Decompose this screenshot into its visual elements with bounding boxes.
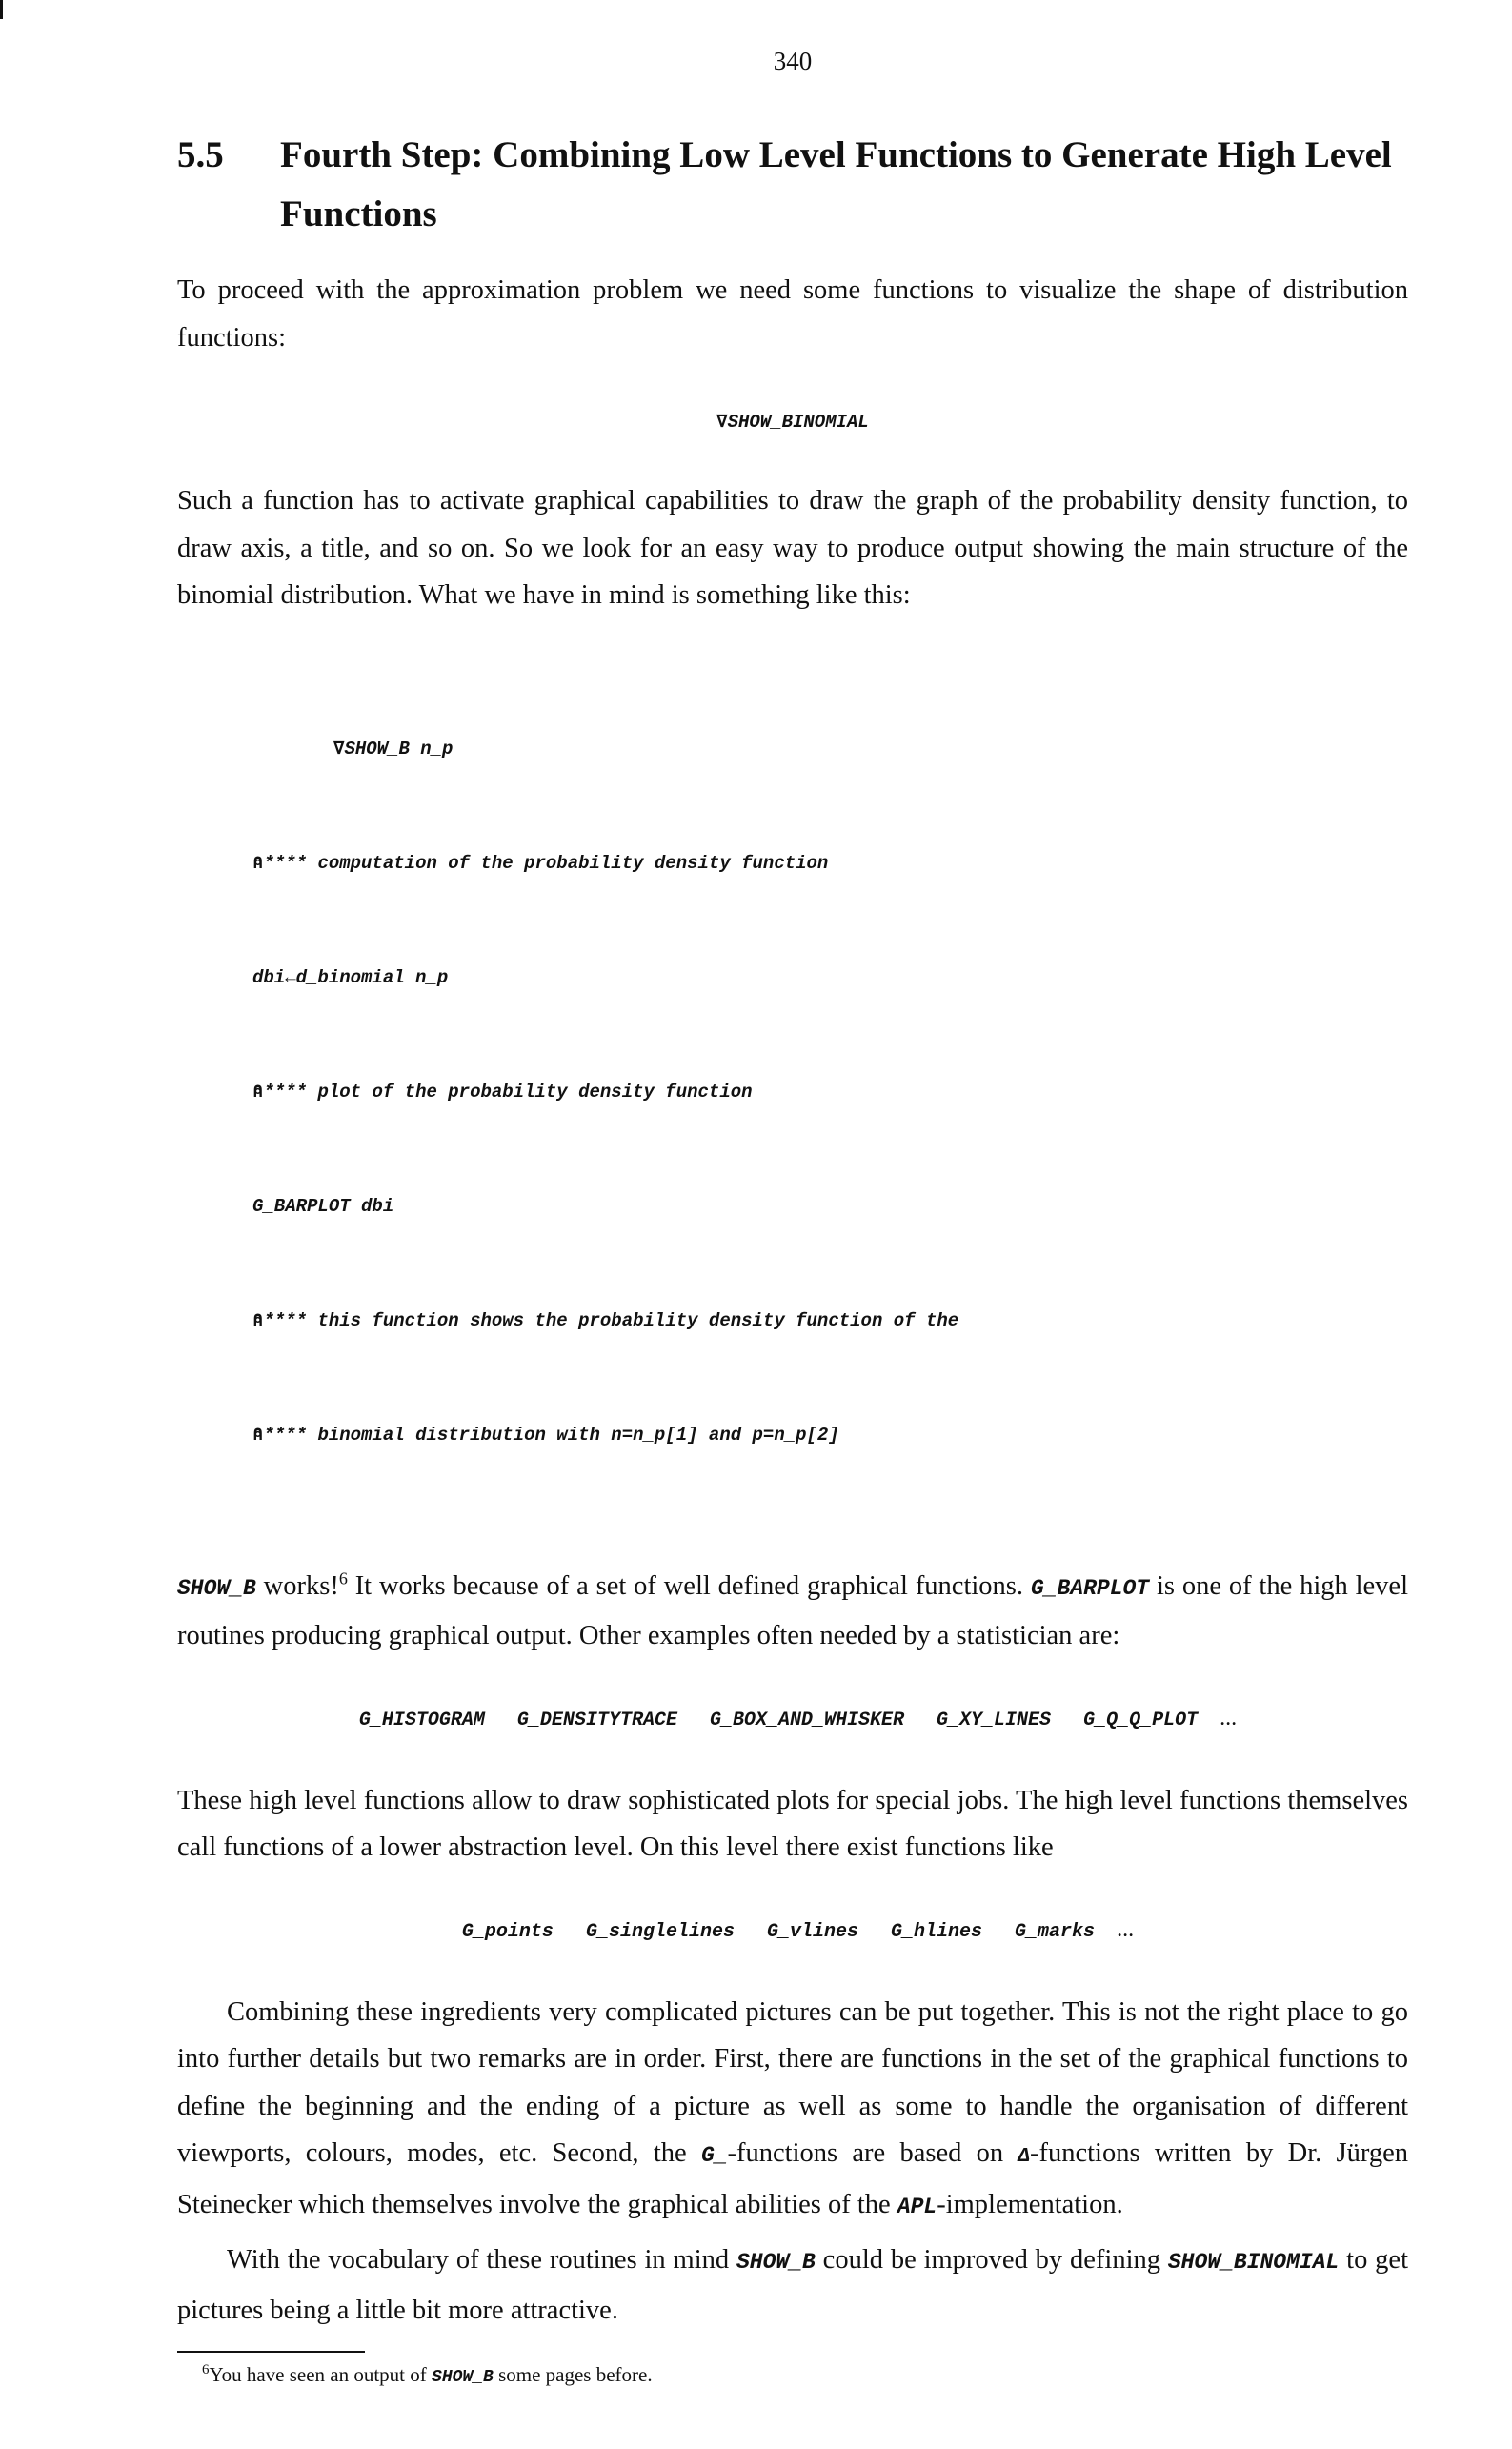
inline-code: G_ bbox=[700, 2143, 728, 2168]
inline-code: APL bbox=[897, 2194, 937, 2219]
text-run: to get pictures being a little bit more attractive. bbox=[177, 2245, 1408, 2325]
text-run: could be improved by defining bbox=[815, 2245, 1168, 2275]
section-heading bbox=[177, 126, 1408, 244]
intro-paragraph: To proceed with the approximation problem we need some functions to visualize the shape of distribution functions: bbox=[177, 275, 1408, 353]
inline-code: SHOW_B bbox=[177, 1575, 256, 1601]
inline-code: G_BARPLOT bbox=[1030, 1575, 1150, 1601]
function-name: G_Q_Q_PLOT bbox=[1083, 1709, 1199, 1731]
function-name: G_hlines bbox=[891, 1920, 983, 1943]
text-run: works! bbox=[255, 1570, 339, 1601]
listing-line: ⍝**** this function shows the probability density function of the bbox=[252, 1309, 959, 1331]
ellipsis: ... bbox=[1220, 1705, 1238, 1730]
inline-code: SHOW_B bbox=[432, 2368, 494, 2387]
paragraph-such-a-function: Such a function has to activate graphical capabilities to draw the graph of the probability density function, to draw axis, a title, and so on. So we look for an easy way to produce output showing the main structure of the binomial distribution. What we have in mind is something like this: bbox=[177, 486, 1408, 610]
text-run: -implementation. bbox=[937, 2189, 1123, 2219]
text-run: Combining these ingredients very complicated pictures can be put together. This is not the right place to go into further details but two remarks are in order. First, there are functions in the set of the graphical functions to define the beginning and the ending of a picture as well as some to handle the organisation of different viewports, colours, modes, etc. Second, the bbox=[177, 1996, 1408, 2168]
high-level-function-list bbox=[177, 1704, 1408, 1735]
code-listing-show-b bbox=[252, 654, 1408, 1530]
function-name: G_points bbox=[461, 1920, 554, 1943]
function-name: G_XY_LINES bbox=[937, 1709, 1052, 1731]
text-run: -functions written by Dr. Jürgen Steinecker which themselves involve the graphical abilities of the bbox=[177, 2138, 1408, 2219]
function-name: G_DENSITYTRACE bbox=[516, 1709, 677, 1731]
inline-code: SHOW_B bbox=[736, 2250, 816, 2275]
listing-line: ∇SHOW_B n_p bbox=[333, 738, 454, 759]
section-number: 5.5 bbox=[177, 134, 224, 175]
listing-line: G_BARPLOT dbi bbox=[252, 1195, 394, 1217]
text-run: With the vocabulary of these routines in mind bbox=[227, 2245, 736, 2275]
text-run: -functions are based on bbox=[727, 2138, 1018, 2168]
paragraph-combining bbox=[177, 1989, 1408, 2232]
footnote-rule bbox=[177, 2351, 365, 2353]
function-name: G_BOX_AND_WHISKER bbox=[709, 1709, 905, 1731]
footnote-marker: 6 bbox=[202, 2362, 210, 2378]
footnote bbox=[177, 2360, 1408, 2392]
function-name: G_HISTOGRAM bbox=[358, 1709, 485, 1731]
function-name: G_singlelines bbox=[585, 1920, 735, 1943]
listing-line: dbi←d_binomial n_p bbox=[252, 966, 449, 988]
text-run: You have seen an output of bbox=[209, 2363, 433, 2386]
inline-code: SHOW_BINOMIAL bbox=[1167, 2250, 1340, 2275]
text-run: It works because of a set of well defined graphical functions. bbox=[347, 1570, 1031, 1601]
footnote-reference[interactable]: 6 bbox=[338, 1569, 348, 1588]
paragraph-vocabulary bbox=[177, 2236, 1408, 2334]
paragraph-high-level-functions: These high level functions allow to draw sophisticated plots for special jobs. The high level functions themselves call functions of a lower abstraction level. On this level there exist functions like bbox=[177, 1785, 1408, 1862]
function-name: G_vlines bbox=[766, 1920, 858, 1943]
ellipsis: ... bbox=[1117, 1916, 1135, 1942]
paragraph-show-b-works bbox=[177, 1563, 1408, 1660]
function-name-show-binomial: ∇SHOW_BINOMIAL bbox=[716, 412, 869, 433]
listing-line: ⍝**** plot of the probability density function bbox=[252, 1081, 753, 1103]
section-title: Fourth Step: Combining Low Level Functions to Generate High Level Functions bbox=[280, 134, 1392, 234]
text-run: some pages before. bbox=[493, 2363, 653, 2386]
page-number: 340 bbox=[773, 47, 813, 75]
text-run: is one of the high level routines producing graphical output. Other examples often needed by a statistician are: bbox=[177, 1570, 1408, 1650]
function-name: G_marks bbox=[1015, 1920, 1096, 1943]
inline-code: Δ bbox=[1018, 2146, 1030, 2168]
low-level-function-list bbox=[177, 1915, 1408, 1947]
listing-line: ⍝**** computation of the probability density function bbox=[252, 852, 829, 874]
listing-line: ⍝**** binomial distribution with n=n_p[1] and p=n_p[2] bbox=[252, 1424, 839, 1446]
